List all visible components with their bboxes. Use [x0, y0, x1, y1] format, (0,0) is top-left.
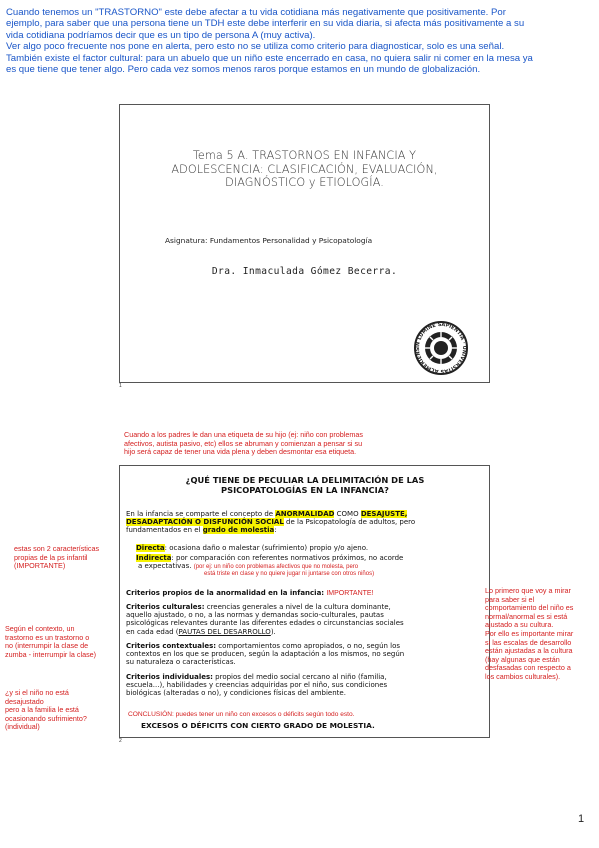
slide-1-title	[140, 149, 469, 190]
annotation-line: ¿y si el niño no está	[5, 688, 69, 697]
pautas-desarrollo: PAUTAS DEL DESARROLLO	[178, 627, 271, 636]
indirecta-label: Indirecta	[136, 554, 172, 562]
middle-annotation	[124, 431, 424, 457]
left-annotation-3	[5, 689, 117, 732]
slide-1	[119, 104, 490, 383]
intro-text: :	[274, 526, 277, 535]
annotation-line: afectivos, autista pasivo, etc) ellos se abruman y comienzan a pensar si su	[124, 438, 363, 448]
criterios-propios-label: Criterios propios de la anormalidad en la infancia:	[126, 589, 325, 597]
title-line: DIAGNÓSTICO y ETIOLOGÍA.	[225, 176, 384, 189]
annotation-line: Por ello es importante mirar	[485, 628, 574, 638]
intro-text: fundamentados en el	[126, 526, 203, 535]
top-annotation-line: ejemplo, para saber que una persona tiene un TDH este debe interferir en su vida diaria, si afecta más positivamente a su	[6, 18, 525, 30]
right-annotation	[485, 587, 595, 682]
closing-line: EXCESOS O DÉFICITS CON CIERTO GRADO DE MOLESTIA.	[141, 721, 375, 730]
criterios-propios	[126, 589, 482, 598]
contextuales-text: contextos en los que se producen, según la adaptación a los mismos, no según	[126, 650, 405, 659]
annotation-line: normal/anormal es si está	[485, 611, 568, 621]
title-line: ¿QUÉ TIENE DE PECULIAR LA DELIMITACIÓN DE LAS	[185, 475, 425, 485]
annotation-line: hijo será capaz de tener una vida plena y deben desmontar esa etiqueta.	[124, 447, 357, 457]
directa-label: Directa	[136, 544, 165, 552]
indirecta-item	[136, 554, 482, 578]
slide-2-page: 2	[119, 738, 122, 744]
subject-line: Asignatura: Fundamentos Personalidad y Psicopatología	[165, 236, 373, 245]
annotation-line: (individual)	[5, 722, 40, 732]
title-line: ADOLESCENCIA: CLASIFICACIÓN, EVALUACIÓN,	[171, 162, 438, 176]
annotation-line: para saber si el	[485, 594, 535, 604]
annotation-line: ajustado a su cultura.	[485, 620, 554, 630]
annotation-line: Cuando a los padres le dan una etiqueta de su hijo (ej: niño con problemas	[124, 430, 363, 439]
criterios-individuales	[126, 673, 482, 698]
highlight-grado-molestia: grado de molestia	[202, 526, 275, 535]
top-annotation-line: Cuando tenemos un "TRASTORNO" este debe afectar a tu vida cotidiana más negativamente que positivamente. Por	[6, 7, 506, 18]
intro-text: COMO	[334, 510, 361, 518]
criterios-contextuales	[126, 642, 482, 667]
culturales-text: ).	[270, 627, 276, 636]
annotation-line: Lo primero que voy a mirar	[485, 586, 571, 595]
slide-2	[119, 465, 490, 738]
directa-text: : ocasiona daño o malestar (sufrimiento) propio y/o ajeno.	[164, 544, 369, 552]
highlight-desadaptacion: DESADAPTACIÓN O DISFUNCIÓN SOCIAL	[126, 518, 284, 527]
author-line: Dra. Inmaculada Gómez Becerra.	[211, 266, 398, 277]
indirecta-text: a expectativas.	[138, 562, 192, 571]
individuales-text: biológicas (alteradas o no), y condiciones físicas del ambiente.	[126, 689, 346, 698]
annotation-line: si las escalas de desarrollo	[485, 637, 572, 647]
left-annotation-2	[5, 625, 117, 659]
contextuales-label: Criterios contextuales:	[126, 642, 217, 650]
contextuales-text: comportamientos como apropiados, o no, según los	[216, 642, 401, 650]
top-annotation-line: También existe el factor cultural: para un abuelo que un niño este encerrado en casa, no quiera salir ni comer en la mesa ya	[6, 52, 533, 64]
annotation-line: comportamiento del niño es	[485, 603, 574, 613]
annotation-line: (hay algunas que están	[485, 654, 560, 664]
culturales-text: psicológicas relevantes durante las diferentes edades o circunstancias sociales	[126, 619, 404, 628]
annotation-line: los cambios culturales).	[485, 671, 561, 681]
top-annotation-line: Ver algo poco frecuente nos pone en alerta, pero esto no se utiliza como criterio para diagnosticar, solo es una señal.	[6, 41, 505, 53]
slide-1-page: 1	[119, 383, 122, 389]
intro-paragraph	[126, 510, 482, 535]
left-annotation-1	[14, 545, 114, 571]
annotation-line: pero a la familia le está	[5, 705, 79, 715]
indirecta-note: (por ej: un niño con problemas afectivos que no molesta, pero	[193, 564, 359, 571]
annotation-line: propias de la ps infantil	[14, 552, 88, 562]
directa-item	[136, 544, 482, 552]
important-note: IMPORTANTE!	[326, 590, 374, 597]
annotation-line: Según el contexto, un	[5, 624, 75, 633]
annotation-line: ocasionando sufrimiento?	[5, 713, 87, 723]
title-line: PSICOPATOLOGÍAS EN LA INFANCIA?	[221, 485, 389, 495]
criterios-culturales	[126, 603, 482, 636]
university-seal-icon	[413, 320, 469, 376]
culturales-text: aquello ajustado, o no, a las normas y demandas socio-culturales, pautas	[126, 611, 384, 620]
top-annotation-line: es que tiene que tener algo. Pero cada vez somos menos raros porque estamos en un mundo de globalización.	[6, 64, 481, 76]
individuales-label: Criterios individuales:	[126, 673, 213, 681]
contextuales-text: su naturaleza o características.	[126, 658, 236, 667]
highlight-anormalidad: ANORMALIDAD	[275, 510, 335, 518]
title-line: Tema 5 A. TRASTORNOS EN INFANCIA Y	[192, 149, 417, 162]
highlight-desajuste: DESAJUSTE,	[360, 510, 408, 518]
intro-text: En la infancia se comparte el concepto de	[126, 510, 276, 518]
annotation-line: trastorno es un trastorno o	[5, 632, 90, 642]
annotation-line: desajustado	[5, 696, 44, 706]
slide-2-title	[150, 475, 460, 495]
annotation-line: estas son 2 características	[14, 544, 100, 553]
annotation-line: no (interrumpir la clase de	[5, 641, 89, 651]
culturales-text: en cada edad (	[126, 627, 179, 636]
culturales-text: creencias generales a nivel de la cultura dominante,	[204, 603, 391, 611]
conclusion-note: CONCLUSIÓN: puedes tener un niño con excesos o déficits según todo esto.	[128, 711, 355, 718]
annotation-line: (IMPORTANTE)	[14, 561, 66, 571]
annotation-line: están ajustadas a la cultura	[485, 646, 573, 656]
top-annotation	[6, 7, 596, 75]
annotation-line: zumba - interrumpir la clase)	[5, 649, 97, 659]
top-annotation-line: vida cotidiana podríamos decir que es un tipo de persona A (muy activa).	[6, 29, 316, 41]
annotation-line: desfasadas con respecto a	[485, 663, 571, 673]
individuales-text: escuela...), habilidades y creencias adquiridas por el niño, sus condiciones	[126, 681, 388, 690]
culturales-label: Criterios culturales:	[126, 603, 205, 611]
seal-text: IN LUMINE SAPIENTIA · UNIVERSITAS ALMERIENS	[414, 321, 468, 375]
intro-text: de la Psicopatología de adultos, pero	[283, 518, 416, 527]
page-number: 1	[578, 813, 585, 825]
indirecta-note: está triste en clase y no quiere jugar ni juntarse con otros niños)	[204, 571, 375, 578]
indirecta-text: : por comparación con referentes normativos próximos, no acorde	[171, 554, 404, 562]
individuales-text: propios del medio social cercano al niño (familia,	[212, 673, 387, 681]
